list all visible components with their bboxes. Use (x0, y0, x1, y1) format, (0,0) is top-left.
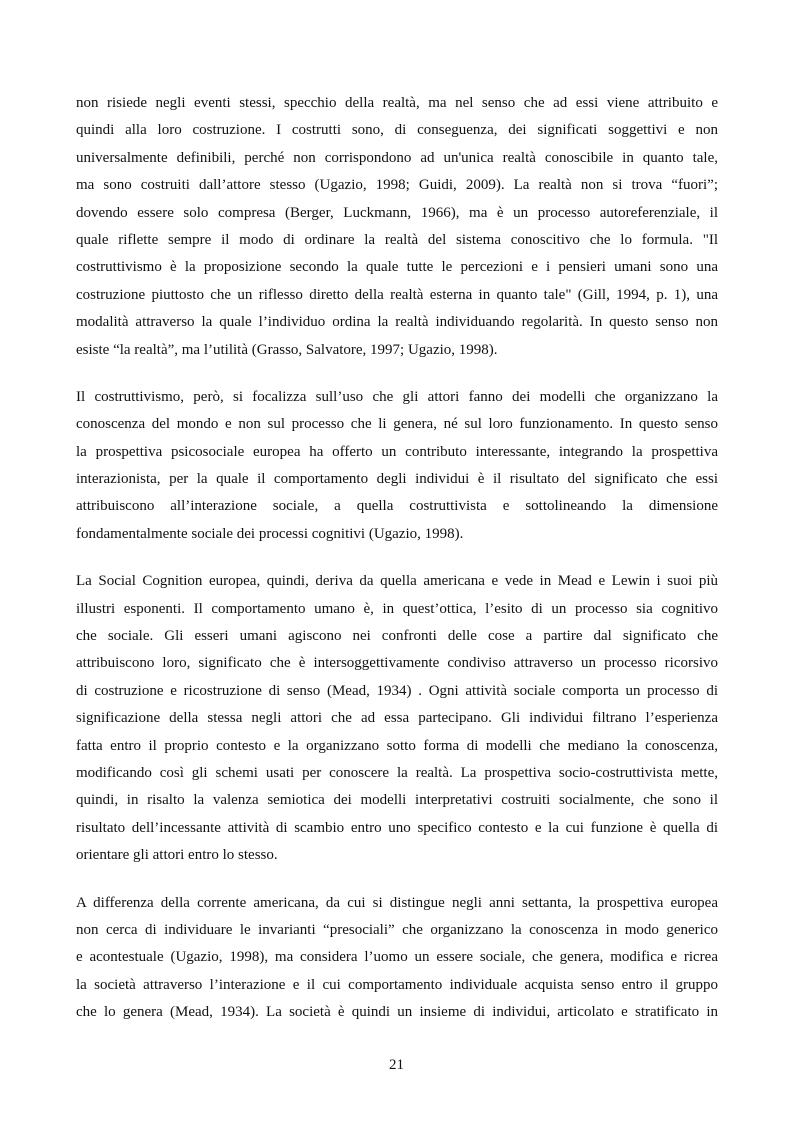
text-line: ma sono costruiti dall’attore stesso (Ugazio, 1998; Guidi, 2009). La realtà non si trova “fuori”; (76, 177, 718, 194)
text-line: che lo genera (Mead, 1934). La società è quindi un insieme di individui, articolato e stratificato in (76, 1004, 718, 1021)
paragraph-1 (76, 90, 718, 364)
text-line: modalità attraverso la quale l’individuo ordina la realtà individuando regolarità. In questo senso non (76, 314, 718, 331)
body-text (76, 90, 718, 1047)
text-line: risultato dell’incessante attività di scambio entro uno specifico contesto e la cui funzione è quella di (76, 819, 718, 836)
text-line: costruttivismo è la proposizione secondo la quale tutte le percezioni e i pensieri umani sono una (76, 259, 718, 276)
text-line: non cerca di individuare le invarianti “presociali” che organizzano la conoscenza in modo generico (76, 921, 718, 938)
text-line: illustri esponenti. Il comportamento umano è, in quest’ottica, l’esito di un processo sia cognitivo (76, 600, 718, 617)
text-line: conoscenza del mondo e non sul processo che li genera, né sul loro funzionamento. In questo senso (76, 416, 718, 433)
text-line: fondamentalmente sociale dei processi cognitivi (Ugazio, 1998). (76, 525, 464, 542)
text-line: dovendo essere solo compresa (Berger, Luckmann, 1966), ma è un processo autoreferenziale, il (76, 204, 718, 221)
text-line: non risiede negli eventi stessi, specchio della realtà, ma nel senso che ad essi viene attribuito e (76, 95, 718, 111)
text-line: Il costruttivismo, però, si focalizza sull’uso che gli attori fanno dei modelli che organizzano la (76, 388, 718, 405)
text-line: universalmente definibili, perché non corrispondono ad un'unica realtà conoscibile in quanto tale, (76, 149, 718, 166)
text-line: fatta entro il proprio contesto e la organizzano sotto forma di modelli che mediano la conoscenza, (76, 737, 718, 754)
text-line: A differenza della corrente americana, da cui si distingue negli anni settanta, la prospettiva europea (76, 894, 718, 911)
text-line: quale riflette sempre il modo di ordinare la realtà del sistema conoscitivo che lo formula. "Il (76, 231, 718, 248)
text-line: costruzione piuttosto che un riflesso diretto della realtà esterna in quanto tale" (Gill, 1994, p. 1), una (76, 286, 718, 303)
text-line: attribuiscono all’interazione sociale, a quella costruttivista e sottolineando la dimensione (76, 498, 718, 515)
text-line: attribuiscono loro, significato che è intersoggettivamente condiviso attraverso un processo ricorsivo (76, 655, 718, 672)
text-line: e acontestuale (Ugazio, 1998), ma considera l’uomo un essere sociale, che genera, modifica e ricrea (76, 949, 718, 966)
text-line: modificando così gli schemi usati per conoscere la realtà. La prospettiva socio-costruttivista mette, (76, 764, 718, 781)
text-line: interazionista, per la quale il comportamento degli individui è il risultato del significato che essi (76, 471, 718, 488)
page-number: 21 (389, 1057, 404, 1073)
text-line: esiste “la realtà”, ma l’utilità (Grasso, Salvatore, 1997; Ugazio, 1998). (76, 341, 498, 358)
paragraph-2 (76, 384, 718, 548)
text-line: di costruzione e ricostruzione di senso (Mead, 1934) . Ogni attività sociale comporta un processo di (76, 682, 718, 699)
text-line: la società attraverso l’interazione e il cui comportamento individuale acquista senso entro il gruppo (76, 976, 718, 993)
text-line: quindi, in risalto la valenza semiotica dei modelli interpretativi costruiti socialmente, che sono il (76, 792, 718, 809)
text-line: che sociale. Gli esseri umani agiscono nei confronti delle cose a partire dal significato che (76, 628, 718, 645)
text-line: significazione della stessa negli attori che ad essa partecipano. Gli individui filtrano l’esperienza (76, 710, 718, 727)
text-line: La Social Cognition europea, quindi, deriva da quella americana e vede in Mead e Lewin i suoi più (76, 573, 718, 590)
text-line: orientare gli attori entro lo stesso. (76, 847, 278, 864)
paragraph-3 (76, 568, 718, 869)
text-line: quindi alla loro costruzione. I costrutti sono, di conseguenza, dei significati soggettivi e non (76, 122, 718, 139)
text-line: la prospettiva psicosociale europea ha offerto un contributo interessante, integrando la prospettiva (76, 443, 718, 460)
paragraph-4 (76, 890, 718, 1027)
